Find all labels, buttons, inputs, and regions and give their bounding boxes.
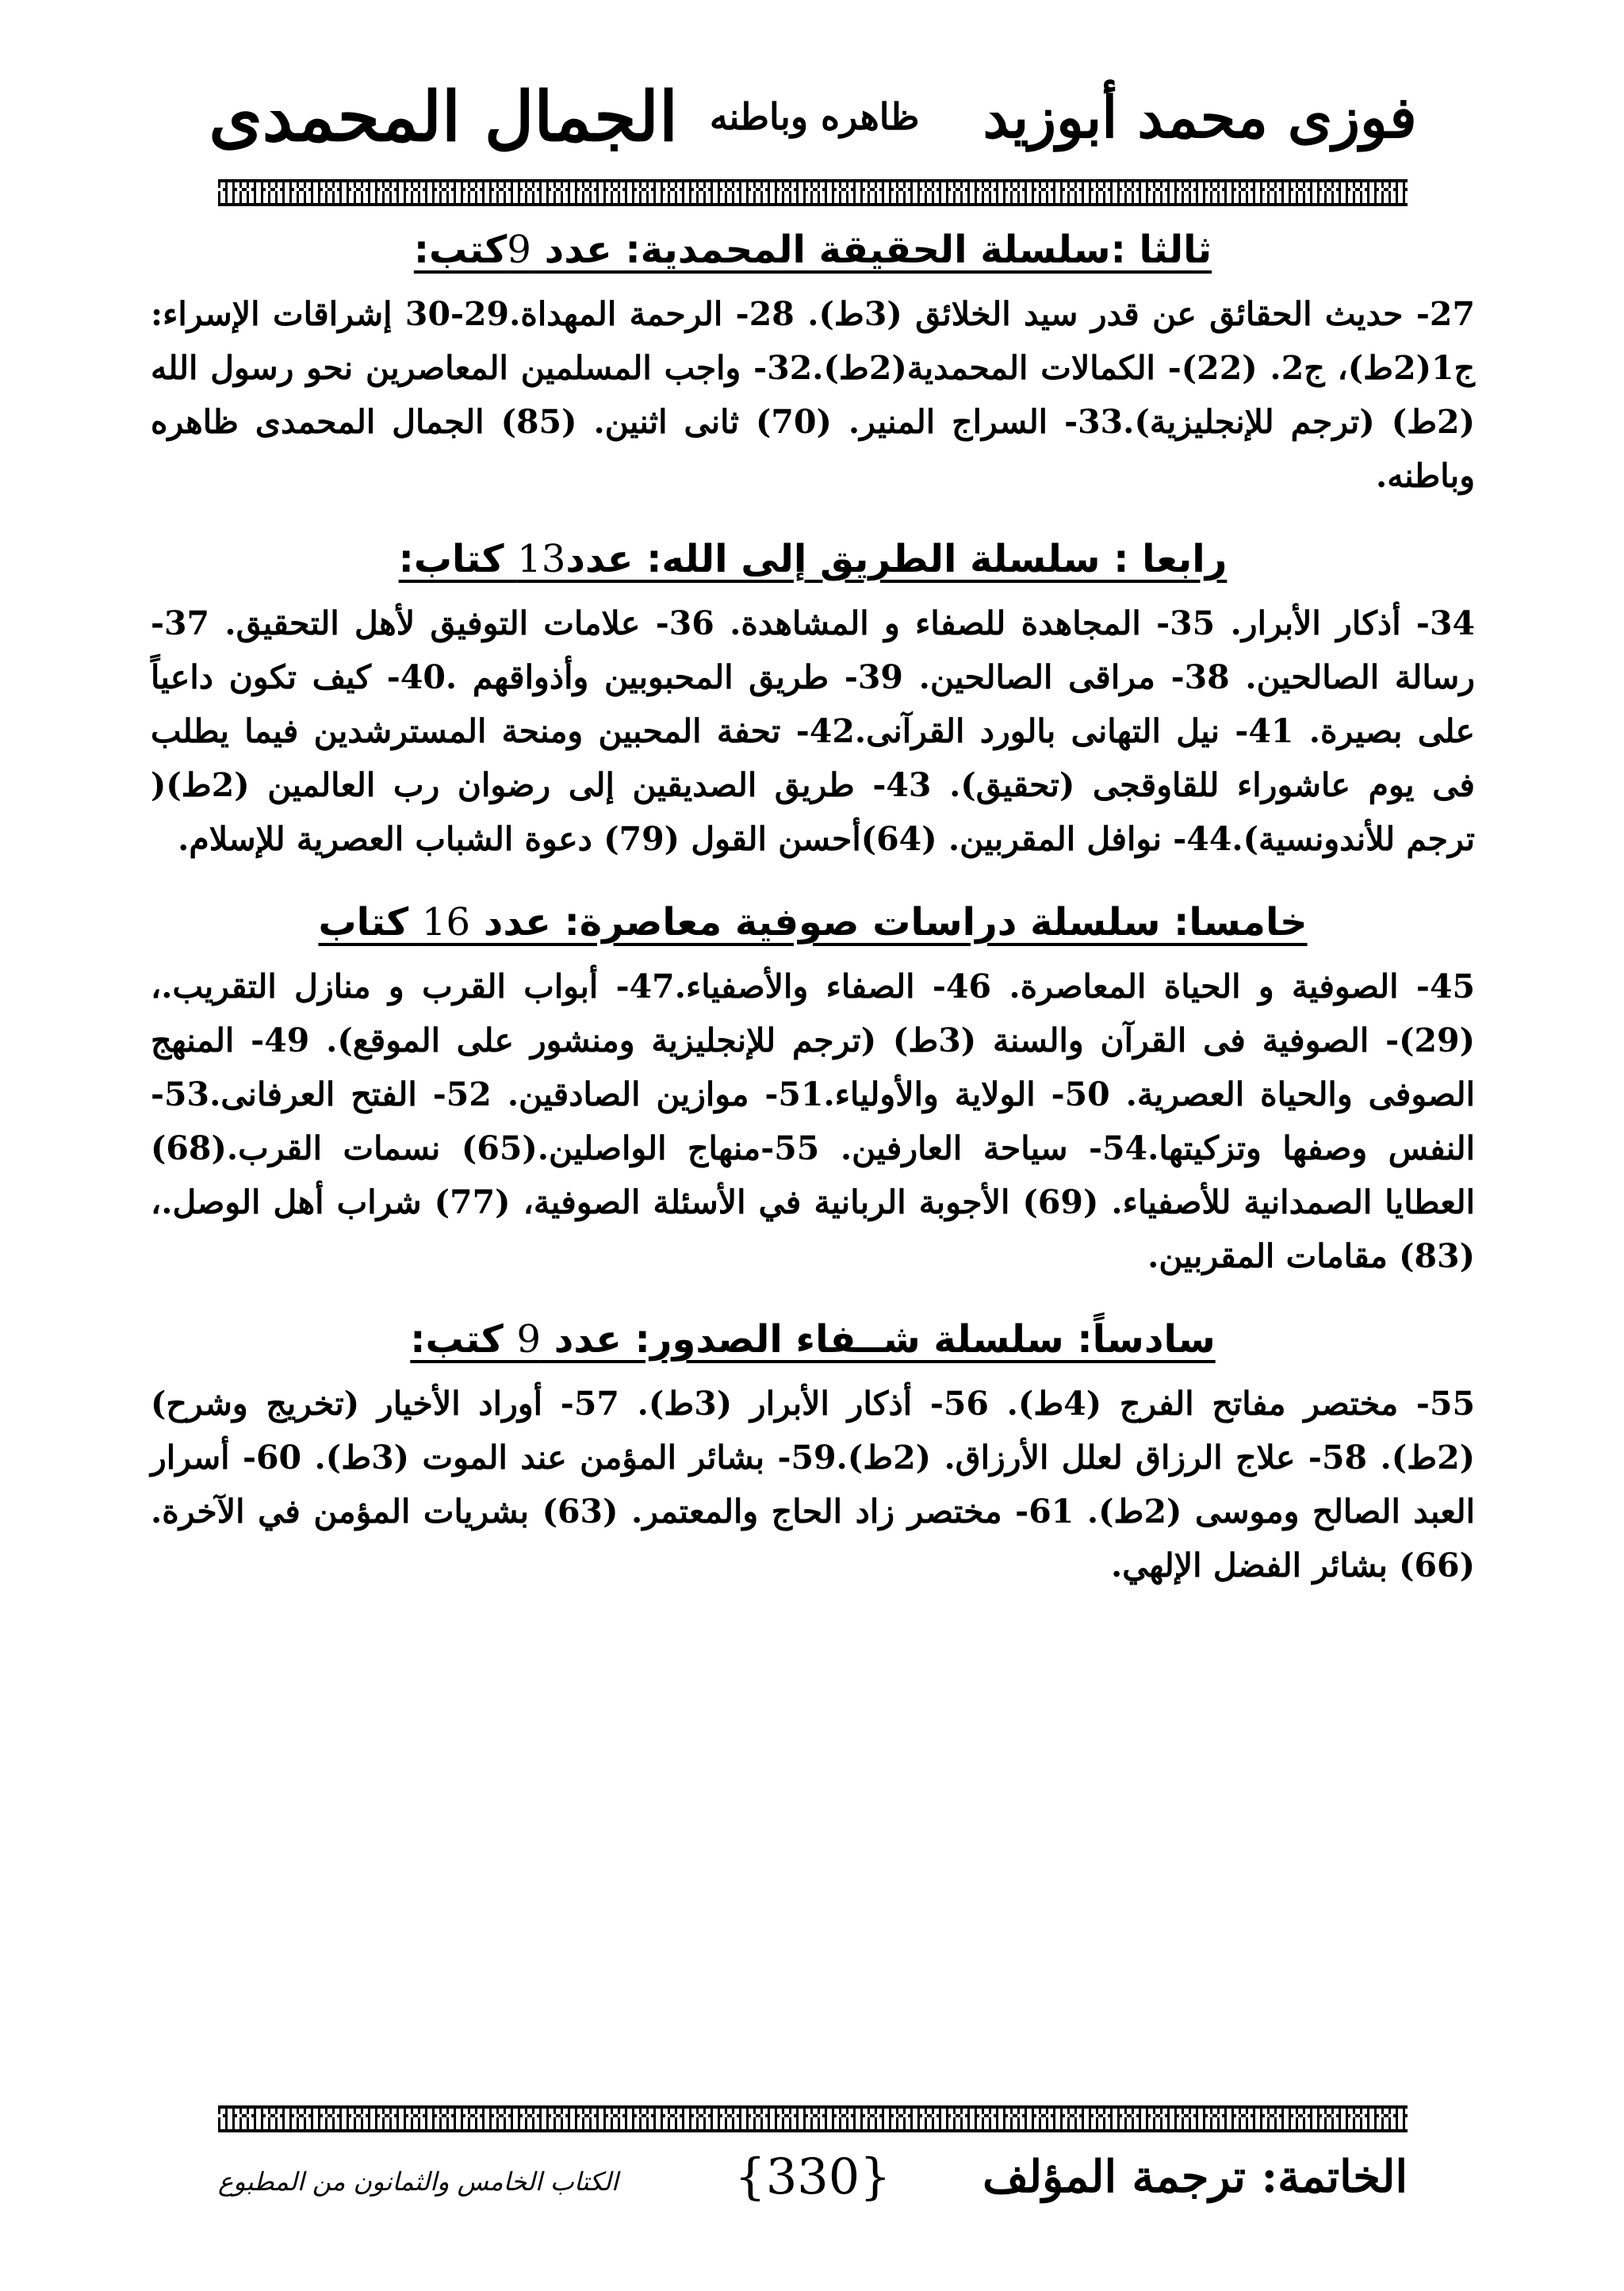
page-header	[209, 57, 1417, 176]
page-content	[151, 222, 1475, 1621]
section-title: ثالثا :سلسلة الحقيقة المحمدية: عدد 9كتب:	[413, 228, 1212, 272]
section-title: رابعا : سلسلة الطريق إلى الله: عدد13 كتاب:	[398, 537, 1228, 581]
section-paragraph: 34- أذكار الأبرار. 35- المجاهدة للصفاء و المشاهدة. 36- علامات التوفيق لأهل التحقيق. 37- رسالة الصالحين. 38- مراقى الصالحين. 39- طريق المحبوبين وأذواقهم .40- كيف تكون داعياً على بصيرة. 41- نيل التهانى بالورد القرآنى.42- تحفة المحبين ومنحة المسترشدين فيما يطلب فى يوم عاشوراء للقاوقجى (تحقيق). 43- طريق الصديقين إلى رضوان رب العالمين (2ط)( ترجم للأندونسية).44- نوافل المقربين. (64)أحسن القول (79) دعوة الشباب العصرية للإسلام.	[151, 604, 1475, 858]
section-title: خامسا: سلسلة دراسات صوفية معاصرة: عدد 16 كتاب	[318, 900, 1308, 944]
footer-book-label: الكتاب الخامس والثمانون من المطبوع	[218, 2166, 619, 2197]
header-subtitle: ظاهره وباطنه	[709, 95, 920, 138]
section-paragraph: 55- مختصر مفاتح الفرج (4ط). 56- أذكار الأبرار (3ط). 57- أوراد الأخيار (تخريج وشرح)(2ط). 58- علاج الرزاق لعلل الأرزاق. (2ط).59- بشائر المؤمن عند الموت (3ط). 60- أسرار العبد الصالح وموسى (2ط). 61- مختصر زاد الحاج والمعتمر. (63) بشريات المؤمن في الآخرة. (66) بشائر الفضل الإلهي.	[151, 1385, 1475, 1584]
page-footer	[218, 2141, 1408, 2228]
header-ornamental-border	[218, 179, 1408, 206]
section-title: سادساً: سلسلة شــفاء الصدور: عدد 9 كتب:	[410, 1317, 1216, 1362]
footer-ornamental-border	[218, 2105, 1408, 2132]
section-paragraph: 27- حديث الحقائق عن قدر سيد الخلائق (3ط). 28- الرحمة المهداة.29-30 إشراقات الإسراء: ج1(2ط)، ج2. (22)- الكمالات المحمدية(2ط).32- واجب المسلمين المعاصرين نحو رسول الله (2ط) (ترجم للإنجليزية).33- السراج المنير. (70) ثانى اثنين. (85) الجمال المحمدى ظاهره وباطنه.	[151, 295, 1476, 495]
section-paragraph: 45- الصوفية و الحياة المعاصرة. 46- الصفاء والأصفياء.47- أبواب القرب و منازل التقريب.،(29)- الصوفية فى القرآن والسنة (3ط) (ترجم للإنجليزية ومنشور على الموقع). 49- المنهج الصوفى والحياة العصرية. 50- الولاية والأولياء.51- موازين الصادقين. 52- الفتح العرفانى.53- النفس وصفها وتزكيتها.54- سياحة العارفين. 55-منهاج الواصلين.(65) نسمات القرب.(68) العطايا الصمدانية للأصفياء. (69) الأجوبة الربانية في الأسئلة الصوفية، (77) شراب أهل الوصل.، (83) مقامات المقربين.	[151, 967, 1476, 1275]
page-number: {330}	[734, 2147, 891, 2205]
footer-chapter-label: الخاتمة: ترجمة المؤلف	[982, 2151, 1408, 2203]
header-author: فوزى محمد أبوزيد	[982, 82, 1417, 151]
header-title: الجمال المحمدى	[209, 76, 678, 157]
